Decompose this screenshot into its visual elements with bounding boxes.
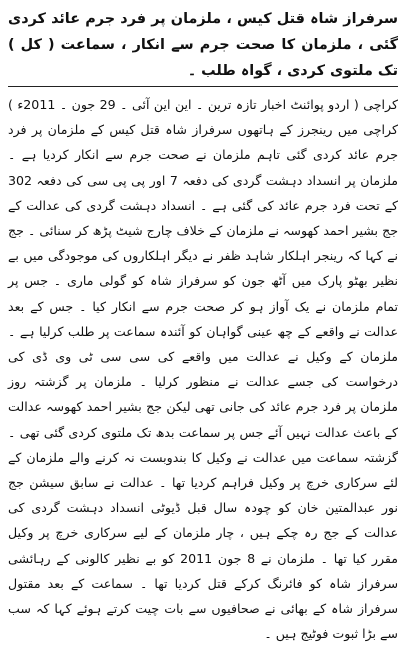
article-body: کراچی ( اردو پوائنٹ اخبار تازہ ترین ۔ این این آئی ۔ 29 جون ۔ 2011ء ) کراچی میں رینجرز کے ہاتھوں سرفراز شاہ قتل کیس کے ملزمان پر فرد جرم عائد کردی گئی تاہم ملزمان نے صحت جرم سے انکار کردیا ہے ۔ ملزمان پر انسداد دہشت گردی کی دفعہ 7 اور پی پی سی کی دفعہ 302 کے تحت فرد جرم عائد کی گئی ہے ۔ انسداد دہشت گردی کی عدالت کے جج بشیر احمد کھوسہ نے ملزمان کے خلاف چارج شیٹ پڑھ کر سنائی ۔ جج نے کہا کہ رینجر اہلکار شاہد ظفر نے دیگر اہلکاروں کی موجودگی میں بے نظیر بھٹو پارک میں آٹھ جون کو سرفراز شاہ کو گولی ماری ۔ جس پر تمام ملزمان نے یک آواز ہو کر صحت جرم سے انکار کیا ۔ جس کے بعد عدالت نے واقعے کے چھ عینی گواہان کو آئندہ سماعت پر طلب کرلیا ہے ۔ ملزمان کے وکیل نے عدالت میں واقعے کی سی سی ٹی وی ڈی کی درخواست کی جسے عدالت نے منظور کرلیا ۔ ملزمان پر گزشتہ روز ملزمان پر فرد جرم عائد کی جانی تھی لیکن جج بشیر احمد کھوسہ عدالت کے باعث عدالت نہیں آئے جس پر سماعت بدھ تک ملتوی کردی گئی تھی ۔ گزشتہ سماعت میں عدالت نے وکیل کا بندوبست نہ کرنے والے ملزمان کے لئے سرکاری خرچ پر وکیل فراہم کردیا تھا ۔ عدالت نے سابق سیشن جج نور عبدالمتین خان کو چودہ سال قبل ڈیوٹی انسداد دہشت گردی کی عدالت کے جج رہ چکے ہیں ، چار ملزمان کے لیے سرکاری خرچ پر وکیل مقرر کیا تھا ۔ ملزمان نے 8 جون 2011 کو بے نظیر کالونی کے رہائشی سرفراز شاہ کو فائرنگ کرکے قتل کردیا تھا ۔ سماعت کے بعد مقتول سرفراز شاہ کے بھائی نے صحافیوں سے بات چیت کرتے ہوئے کہا کہ سب سے بڑا ثبوت فوٹیج ہیں ۔ [8, 97, 399, 642]
article-headline: سرفراز شاہ قتل کیس ، ملزمان پر فرد جرم عائد کردی گئی ، ملزمان کا صحت جرم سے انکار ، سماعت ( کل ) تک ملتوی کردی ، گواہ طلب ۔ [8, 11, 398, 79]
headline-divider [8, 86, 398, 87]
